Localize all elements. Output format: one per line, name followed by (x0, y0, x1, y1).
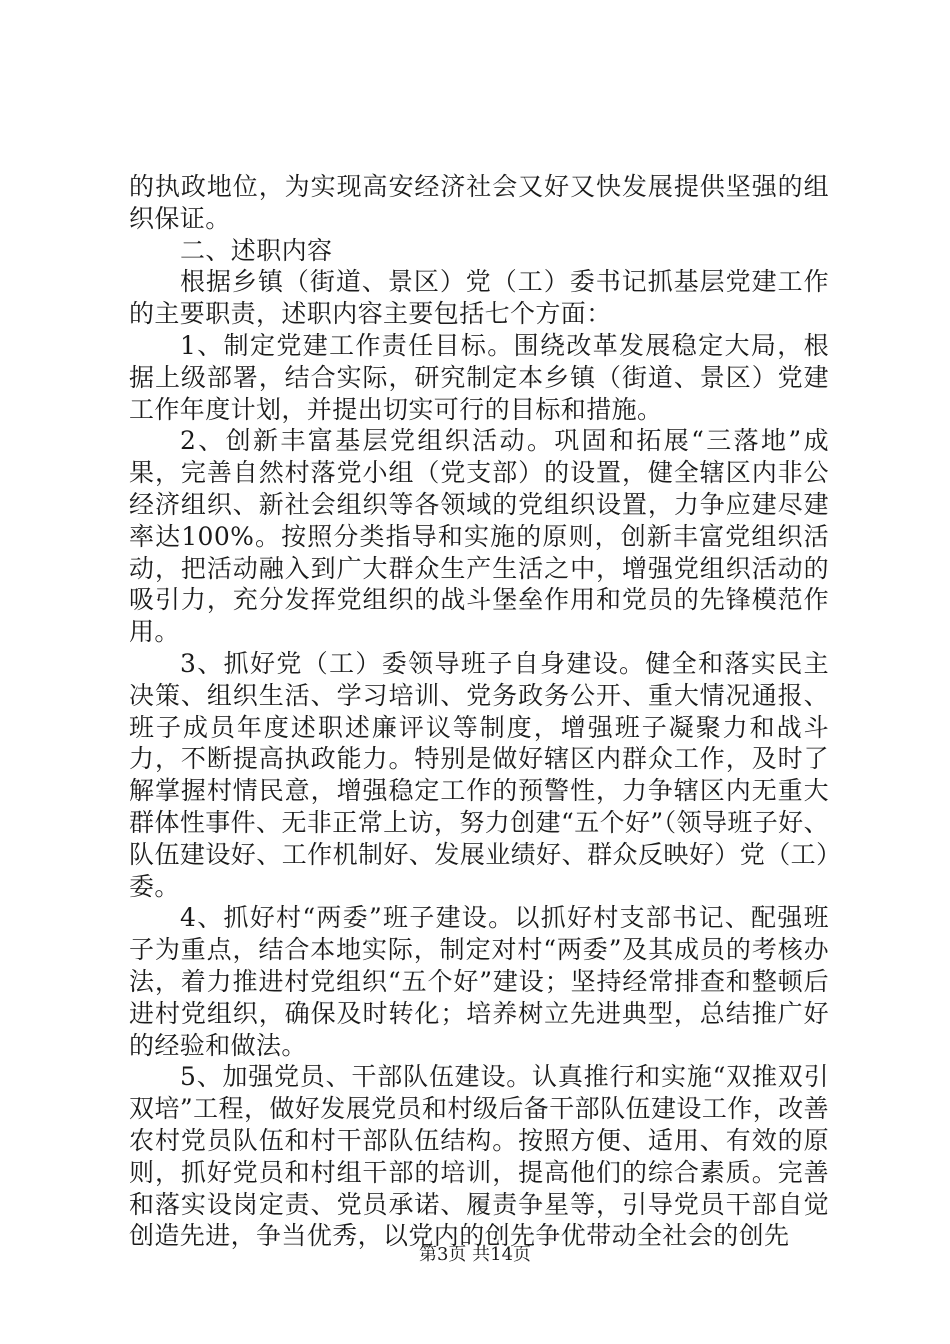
section-heading: 二、述职内容 (180, 235, 333, 265)
document-body (129, 171, 829, 1252)
paragraph-item-4: 4、抓好村“两委”班子建设。以抓好村支部书记、配强班子为重点，结合本地实际，制定对村“两委”及其成员的考核办法，着力推进村党组织“五个好”建设；坚持经常排查和整顿后进村党组织，确保及时转化；培养树立先进典型，总结推广好的经验和做法。 (129, 903, 829, 1060)
paragraph-continuation: 的执政地位，为实现高安经济社会又好又快发展提供坚强的组织保证。 (129, 172, 829, 233)
paragraph-item-1: 1、制定党建工作责任目标。围绕改革发展稳定大局，根据上级部署，结合实际，研究制定本乡镇（街道、景区）党建工作年度计划，并提出切实可行的目标和措施。 (129, 330, 829, 424)
page-number-footer: 第3页 共14页 (418, 1244, 532, 1265)
paragraph-item-5: 5、加强党员、干部队伍建设。认真推行和实施“双推双引双培”工程，做好发展党员和村级后备干部队伍建设工作，改善农村党员队伍和村干部队伍结构。按照方便、适用、有效的原则，抓好党员和村组干部的培训，提高他们的综合素质。完善和落实设岗定责、党员承诺、履责争星等，引导党员干部自觉创造先进，争当优秀，以党内的创先争优带动全社会的创先 (129, 1062, 829, 1251)
paragraph-item-3: 3、抓好党（工）委领导班子自身建设。健全和落实民主决策、组织生活、学习培训、党务政务公开、重大情况通报、班子成员年度述职述廉评议等制度，增强班子凝聚力和战斗力，不断提高执政能力。特别是做好辖区内群众工作，及时了解掌握村情民意，增强稳定工作的预警性，力争辖区内无重大群体性事件、无非正常上访，努力创建“五个好”（领导班子好、队伍建设好、工作机制好、发展业绩好、群众反映好）党（工）委。 (129, 648, 829, 901)
paragraph-item-2: 2、创新丰富基层党组织活动。巩固和拓展“三落地”成果，完善自然村落党小组（党支部）的设置，健全辖区内非公经济组织、新社会组织等各领域的党组织设置，力争应建尽建率达100%。按照分类指导和实施的原则，创新丰富党组织活动，把活动融入到广大群众生产生活之中，增强党组织活动的吸引力，充分发挥党组织的战斗堡垒作用和党员的先锋模范作用。 (129, 426, 829, 647)
paragraph-intro: 根据乡镇（街道、景区）党（工）委书记抓基层党建工作的主要职责，述职内容主要包括七个方面： (129, 267, 829, 329)
